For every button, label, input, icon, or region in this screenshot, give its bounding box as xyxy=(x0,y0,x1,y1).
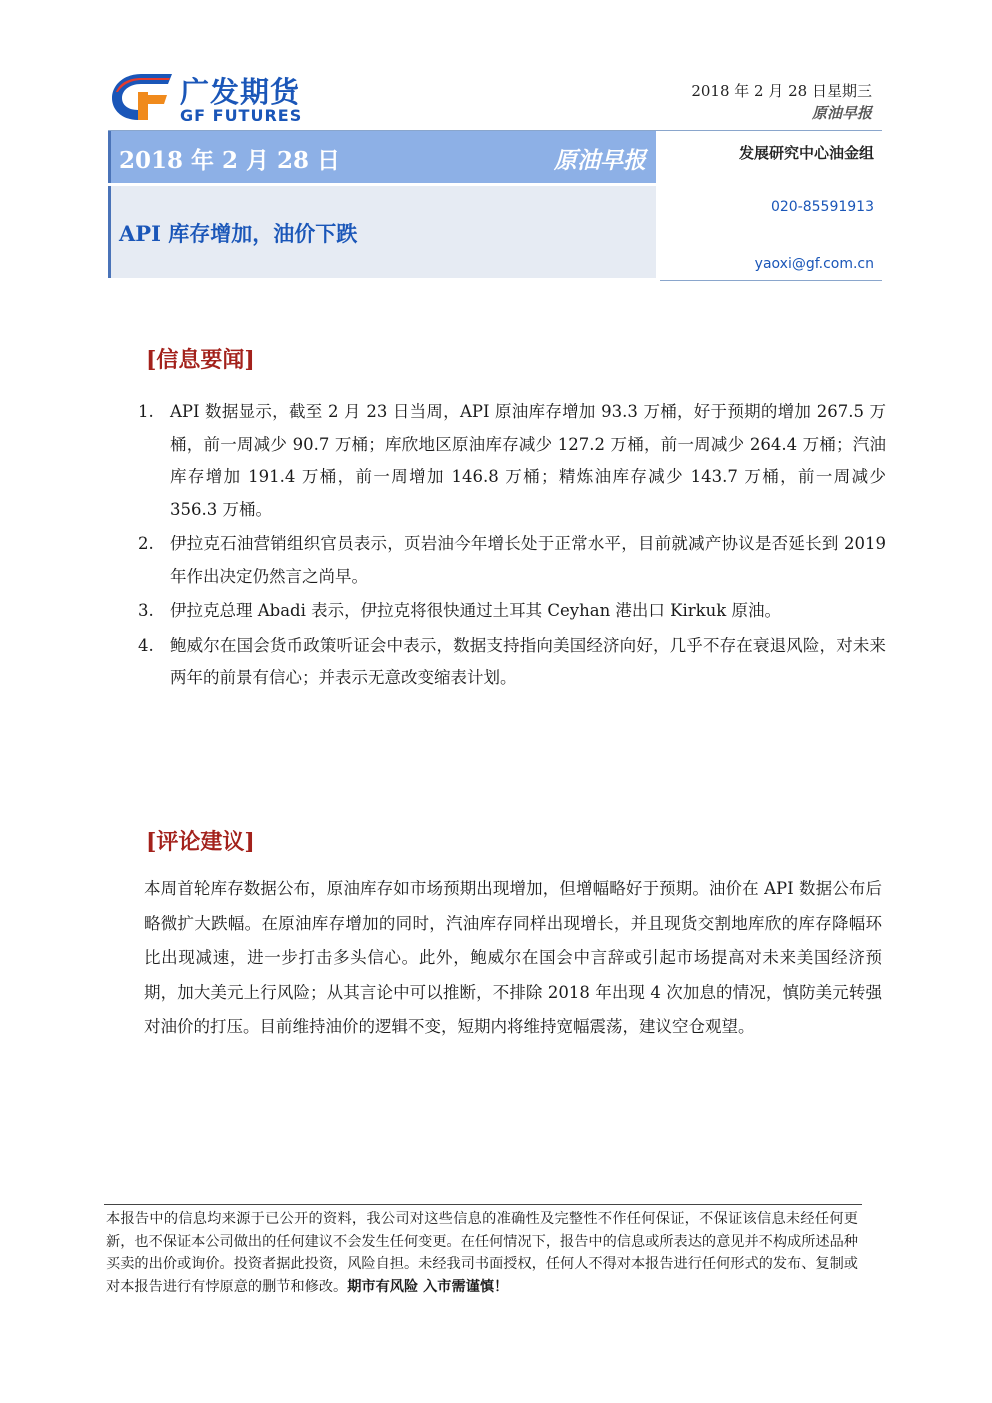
news-item-number: 3. xyxy=(138,601,154,620)
company-logo xyxy=(108,68,358,128)
gf-logo-icon xyxy=(108,70,174,124)
news-item xyxy=(138,396,886,526)
disclaimer-divider xyxy=(104,1204,862,1205)
news-item xyxy=(138,528,886,593)
news-item-number: 4. xyxy=(138,635,154,655)
report-title: API 库存增加，油价下跌 xyxy=(119,221,358,246)
comment-heading: [评论建议] xyxy=(146,829,255,855)
news-item-text: 鲍威尔在国会货币政策听证会中表示，数据支持指向美国经济向好，几乎不存在衰退风险，对未来两年的前景有信心；并表示无意改变缩表计划。 xyxy=(170,635,886,687)
news-item xyxy=(138,630,886,695)
comment-body: 本周首轮库存数据公布，原油库存如市场预期出现增加，但增幅略好于预期。油价在 API 数据公布后略微扩大跌幅。在原油库存增加的同时，汽油库存同样出现增长，并且现货交割地库欣的库存降幅环比出现减速，进一步打击多头信心。此外，鲍威尔在国会中言辞或引起市场提高对未来美国经济预期，加大美元上行风险；从其言论中可以推断，不排除 2018 年出现 4 次加息的情况，慎防美元转强对油价的打压。目前维持油价的逻辑不变，短期内将维持宽幅震荡，建议空仓观望。 xyxy=(144,879,882,1036)
disclaimer-text: 本报告中的信息均来源于已公开的资料，我公司对这些信息的准确性及完整性不作任何保证，不保证该信息未经任何更新，也不保证本公司做出的任何建议不会发生任何变更。在任何情况下，报告中的信息或所表达的意见并不构成所述品种买卖的出价或询价。投资者据此投资，风险自担。未经我司书面授权，任何人不得对本报告进行任何形式的发布、复制或对本报告进行有悖原意的删节和修改。 xyxy=(106,1211,858,1295)
logo-text-en: GF FUTURES xyxy=(180,106,303,125)
news-heading: [信息要闻] xyxy=(146,347,255,373)
news-list xyxy=(138,396,886,697)
news-item-text: 伊拉克石油营销组织官员表示，页岩油今年增长处于正常水平，目前就减产协议是否延长到 2019 年作出决定仍然言之尚早。 xyxy=(170,534,886,586)
report-date-top: 2018 年 2 月 28 日星期三 xyxy=(691,82,872,100)
banner-report-type: 原油早报 xyxy=(554,147,646,174)
news-item-text: API 数据显示，截至 2 月 23 日当周，API 原油库存增加 93.3 万桶，好于预期的增加 267.5 万桶，前一周减少 90.7 万桶；库欣地区原油库存减少 127.2 万桶，前一周减少 264.4 万桶；汽油库存增加 191.4 万桶，前一周增加 146.8 万桶；精炼油库存减少 143.7 万桶，前一周减少 356.3 万桶。 xyxy=(170,402,886,519)
risk-warning: 期市有风险 入市需谨慎！ xyxy=(347,1278,509,1295)
report-type-top: 原油早报 xyxy=(811,104,872,122)
news-item-number: 2. xyxy=(138,534,154,553)
news-item xyxy=(138,595,886,628)
title-panel xyxy=(108,186,656,278)
news-item-text: 伊拉克总理 Abadi 表示，伊拉克将很快通过土耳其 Ceyhan 港出口 Kirkuk 原油。 xyxy=(170,601,782,620)
logo-text-cn: 广发期货 xyxy=(180,75,301,109)
contact-email[interactable]: yaoxi@gf.com.cn xyxy=(754,256,874,272)
banner-date: 2018 年 2 月 28 日 xyxy=(119,147,341,174)
contact-phone: 020-85591913 xyxy=(770,199,874,215)
header-banner xyxy=(108,131,656,183)
news-item-number: 1. xyxy=(138,402,154,421)
disclaimer xyxy=(106,1208,858,1298)
contact-divider xyxy=(660,280,882,281)
research-team: 发展研究中心油金组 xyxy=(738,144,874,162)
